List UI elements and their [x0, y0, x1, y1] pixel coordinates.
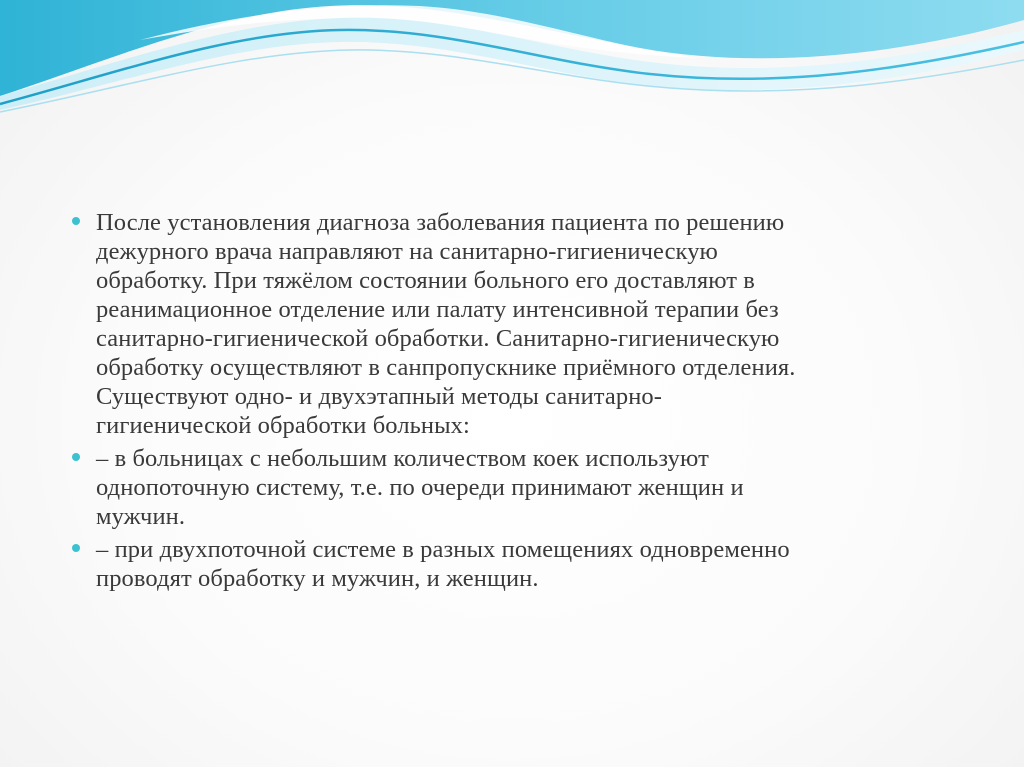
- bullet-text: – в больницах с небольшим количеством коек используют однопоточную систему, т.е. по очереди принимают женщин и мужчин.: [96, 445, 744, 530]
- bullet-item-single-flow: [66, 444, 976, 531]
- wave-header-decoration: [0, 0, 1024, 130]
- bullet-dot-icon: [72, 453, 80, 461]
- content-area: [66, 208, 976, 597]
- bullet-text: – при двухпоточной системе в разных помещениях одновременно проводят обработку и мужчин, и женщин.: [96, 536, 790, 592]
- bullet-dot-icon: [72, 217, 80, 225]
- bullet-item-diagnosis: [66, 208, 976, 440]
- bullet-dot-icon: [72, 544, 80, 552]
- bullet-item-double-flow: [66, 535, 976, 593]
- bullet-text: После установления диагноза заболевания пациента по решению дежурного врача направляют на санитарно-гигиеническую обработку. При тяжёлом состоянии больного его доставляют в реанимационное отделение или палату интенсивной терапии без санитарно-гигиенической обработки. Санитарно-гигиеническую обработку осуществляют в санпропускнике приёмного отделения. Существуют одно- и двухэтапный методы санитарно- гигиенической обработки больных:: [96, 209, 796, 439]
